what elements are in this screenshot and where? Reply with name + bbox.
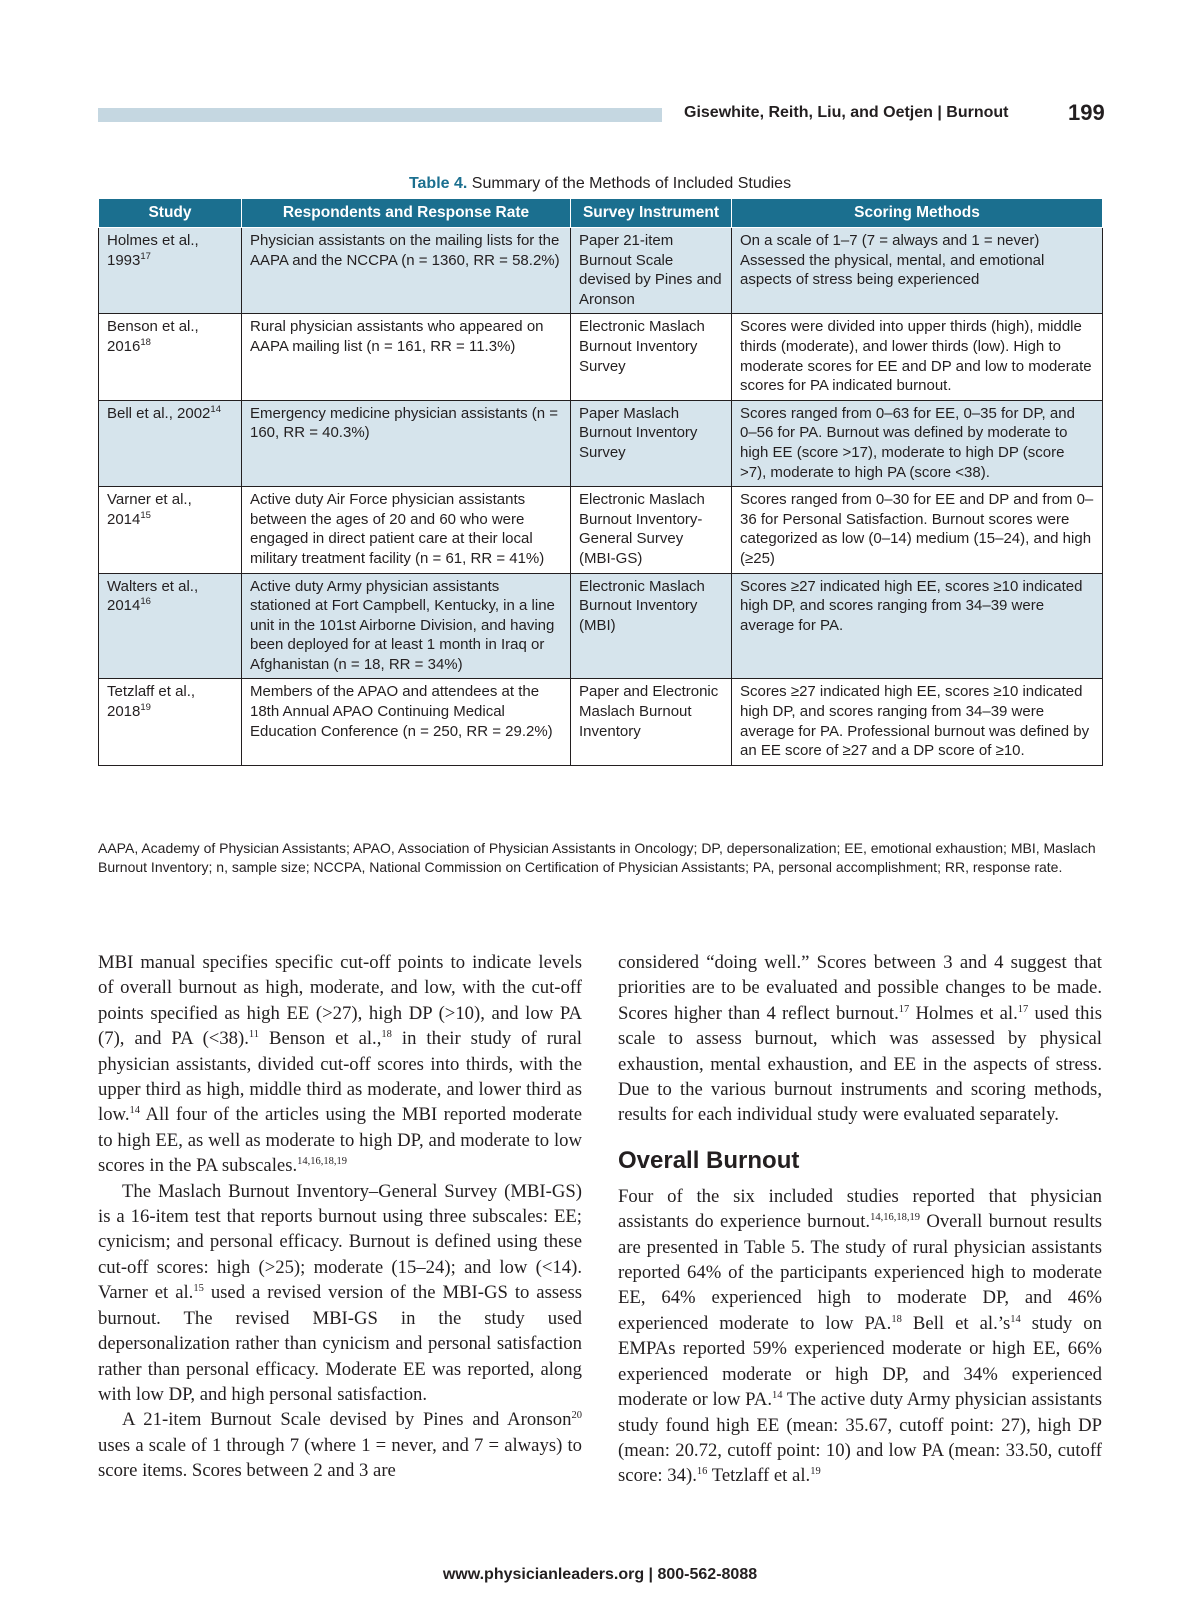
running-head: Gisewhite, Reith, Liu, and Oetjen | Burnout: [684, 104, 1009, 121]
reference-superscript: 18: [381, 1028, 392, 1040]
study-cell: Walters et al., 2014$^{16}$: [99, 573, 242, 679]
reference-superscript: 16: [696, 1466, 708, 1478]
methods-table: [98, 198, 1103, 766]
instrument-cell: Electronic Maslach Burnout Inventory-General Survey (MBI-GS): [571, 487, 732, 573]
reference-superscript: 20: [571, 1410, 582, 1422]
body-paragraph: The Maslach Burnout Inventory–General Survey (MBI-GS) is a 16-item test that reports burnout using three subscales: EE; cynicism; and personal efficacy. Burnout is defined using these cut-off scores: high (>25); moderate (15–24); and low (<14). Varner et al.$^{15}$ used a revised version of the MBI-GS to assess burnout. The revised MBI-GS in the study used depersonalization rather than cynicism and personal satisfaction rather than personal efficacy. Moderate EE was reported, along with low DP, and high personal satisfaction.: [98, 1180, 582, 1405]
reference-superscript: 14: [210, 403, 221, 415]
body-paragraph: Four of the six included studies reported that physician assistants do experience burnout.$^{14,16,18,19}$ Overall burnout results are presented in Table 5. The study of rural physician assistants reported 64% of the participants experienced high to moderate EE, 64% experienced high to moderate DP, and 46% experienced moderate to low PA.$^{18}$ Bell et $al.’s^{14}$ study on EMPAs reported 59% experienced moderate or high EE, 66% experienced moderate or high DP, and 34% experienced moderate or low PA.$^{14}$ The active duty Army physician assistants study found high EE (mean: 35.67, cutoff point: 27), high DP (mean: 20.72, cutoff point: 10) and low PA (mean: 33.50, cutoff score: 34).$^{16}$ Tetzlaff et al.$^{19}$: [618, 1185, 1102, 1487]
study-cell: Tetzlaff et al., 2018$^{19}$: [99, 679, 242, 765]
instrument-cell: Paper 21-item Burnout Scale devised by Pines and Aronson: [571, 228, 732, 314]
column-header-respondents: Respondents and Response Rate: [242, 199, 571, 228]
column-header-scoring: Scoring Methods: [732, 199, 1103, 228]
reference-superscript: 17: [898, 1003, 910, 1015]
reference-superscript: 17: [140, 250, 151, 262]
study-cell: Varner et al., 2014$^{15}$: [99, 487, 242, 573]
reference-superscript: 14: [129, 1105, 140, 1117]
body-column-right: [618, 950, 1102, 1489]
instrument-cell: Paper and Electronic Maslach Burnout Inventory: [571, 679, 732, 765]
scoring-cell: Scores ≥27 indicated high EE, scores ≥10 indicated high DP, and scores ranging from 34–39 were average for PA.: [732, 573, 1103, 679]
instrument-cell: Electronic Maslach Burnout Inventory Survey: [571, 314, 732, 400]
study-cell: Holmes et al., 1993$^{17}$: [99, 228, 242, 314]
reference-superscript: 18: [140, 336, 151, 348]
reference-superscript: 14: [772, 1389, 783, 1401]
scoring-cell: On a scale of 1–7 (7 = always and 1 = never) Assessed the physical, mental, and emotional aspects of stress being experienced: [732, 228, 1103, 314]
reference-superscript: 17: [1017, 1003, 1029, 1015]
reference-superscript: 18: [891, 1313, 902, 1325]
reference-superscript: 11: [248, 1028, 260, 1040]
body-column-left: [98, 950, 582, 1484]
table-caption-label: Table 4.: [408, 175, 468, 192]
section-heading: Overall Burnout: [618, 1146, 800, 1174]
table-header-row: [99, 199, 1103, 228]
body-paragraph: MBI manual specifies specific cut-off points to indicate levels of overall burnout as high, moderate, and low, with the cut-off points specified as high EE (>27), high DP (>10), and low PA (7), and PA (<38).$^{11}$ Benson et al.,$^{18}$ in their study of rural physician assistants, divided cut-off scores into thirds, with the upper third as high, middle third as moderate, and lower third as low.$^{14}$ All four of the articles using the MBI reported moderate to high EE, as well as moderate to high DP, and moderate to low scores in the PA subscales.$^{14,16,18,19}$: [98, 952, 582, 1177]
respondents-cell: Members of the APAO and attendees at the 18th Annual APAO Continuing Medical Education Conference (n = 250, RR = 29.2%): [242, 679, 571, 765]
column-header-instrument: Survey Instrument: [571, 199, 732, 228]
page-footer: www.physicianleaders.org | 800-562-8088: [442, 1566, 758, 1583]
study-cell: Benson et al., 2016$^{18}$: [99, 314, 242, 400]
table-caption-text: Summary of the Methods of Included Studies: [471, 175, 792, 192]
respondents-cell: Rural physician assistants who appeared on AAPA mailing list (n = 161, RR = 11.3%): [242, 314, 571, 400]
table-row: [99, 573, 1103, 679]
table-row: [99, 400, 1103, 486]
table-row: [99, 314, 1103, 400]
reference-superscript: 14,16,18,19: [297, 1156, 348, 1168]
column-header-study: Study: [99, 199, 242, 228]
instrument-cell: Paper Maslach Burnout Inventory Survey: [571, 400, 732, 486]
scoring-cell: Scores ≥27 indicated high EE, scores ≥10 indicated high DP, and scores ranging from 34–39 were average for PA. Professional burnout was defined by an EE score of ≥27 and a DP score of ≥10.: [732, 679, 1103, 765]
reference-superscript: 19: [140, 702, 151, 714]
table-caption: [0, 175, 1200, 193]
scoring-cell: Scores were divided into upper thirds (high), middle thirds (moderate), and lower thirds (low). High to moderate scores for EE and DP and low to moderate scores for PA indicated burnout.: [732, 314, 1103, 400]
page-number: 199: [1068, 100, 1105, 125]
respondents-cell: Active duty Air Force physician assistants between the ages of 20 and 60 who were engaged in direct patient care at their local military treatment facility (n = 61, RR = 41%): [242, 487, 571, 573]
table-row: [99, 487, 1103, 573]
reference-superscript: 14,16,18,19: [870, 1212, 920, 1224]
scoring-cell: Scores ranged from 0–30 for EE and DP and from 0–36 for Personal Satisfaction. Burnout scores were categorized as low (0–14) medium (15–24), and high (≥25): [732, 487, 1103, 573]
header-rule-bar: [98, 108, 662, 122]
study-cell: Bell et al., 2002$^{14}$: [99, 400, 242, 486]
respondents-cell: Physician assistants on the mailing lists for the AAPA and the NCCPA (n = 1360, RR = 58.2%): [242, 228, 571, 314]
table-row: [99, 228, 1103, 314]
respondents-cell: Emergency medicine physician assistants (n = 160, RR = 40.3%): [242, 400, 571, 486]
reference-superscript: 15: [193, 1283, 204, 1295]
respondents-cell: Active duty Army physician assistants stationed at Fort Campbell, Kentucky, in a line unit in the 101st Airborne Division, and having been deployed for at least 1 month in Iraq or Afghanistan (n = 18, RR = 34%): [242, 573, 571, 679]
table-row: [99, 679, 1103, 765]
table-footnote: AAPA, Academy of Physician Assistants; APAO, Association of Physician Assistants in Oncology; DP, depersonalization; EE, emotional exhaustion; MBI, Maslach Burnout Inventory; n, sample size; NCCPA, National Commission on Certification of Physician Assistants; PA, personal accomplishment; RR, response rate.: [98, 840, 1096, 875]
reference-superscript: 19: [810, 1466, 821, 1478]
instrument-cell: Electronic Maslach Burnout Inventory (MBI): [571, 573, 732, 679]
reference-superscript: 15: [140, 509, 151, 521]
scoring-cell: Scores ranged from 0–63 for EE, 0–35 for DP, and 0–56 for PA. Burnout was defined by moderate to high EE (score >17), moderate to high DP (score >7), moderate to high PA (score <38).: [732, 400, 1103, 486]
body-paragraph: considered “doing well.” Scores between 3 and 4 suggest that priorities are to be evaluated and possible changes to be made. Scores higher than 4 reflect burnout.$^{17}$ Holmes et al.$^{17}$ used this scale to assess burnout, which was assessed by physical exhaustion, mental exhaustion, and EE in the aspects of stress. Due to the various burnout instruments and scoring methods, results for each individual study were evaluated separately.: [618, 952, 1102, 1126]
reference-superscript: 14: [1010, 1313, 1021, 1325]
body-paragraph: A 21-item Burnout Scale devised by Pines and Aronson$^{20}$ uses a scale of 1 through 7 (where 1 = never, and 7 = always) to score items. Scores between 2 and 3 are: [98, 1409, 582, 1482]
reference-superscript: 16: [140, 596, 151, 608]
